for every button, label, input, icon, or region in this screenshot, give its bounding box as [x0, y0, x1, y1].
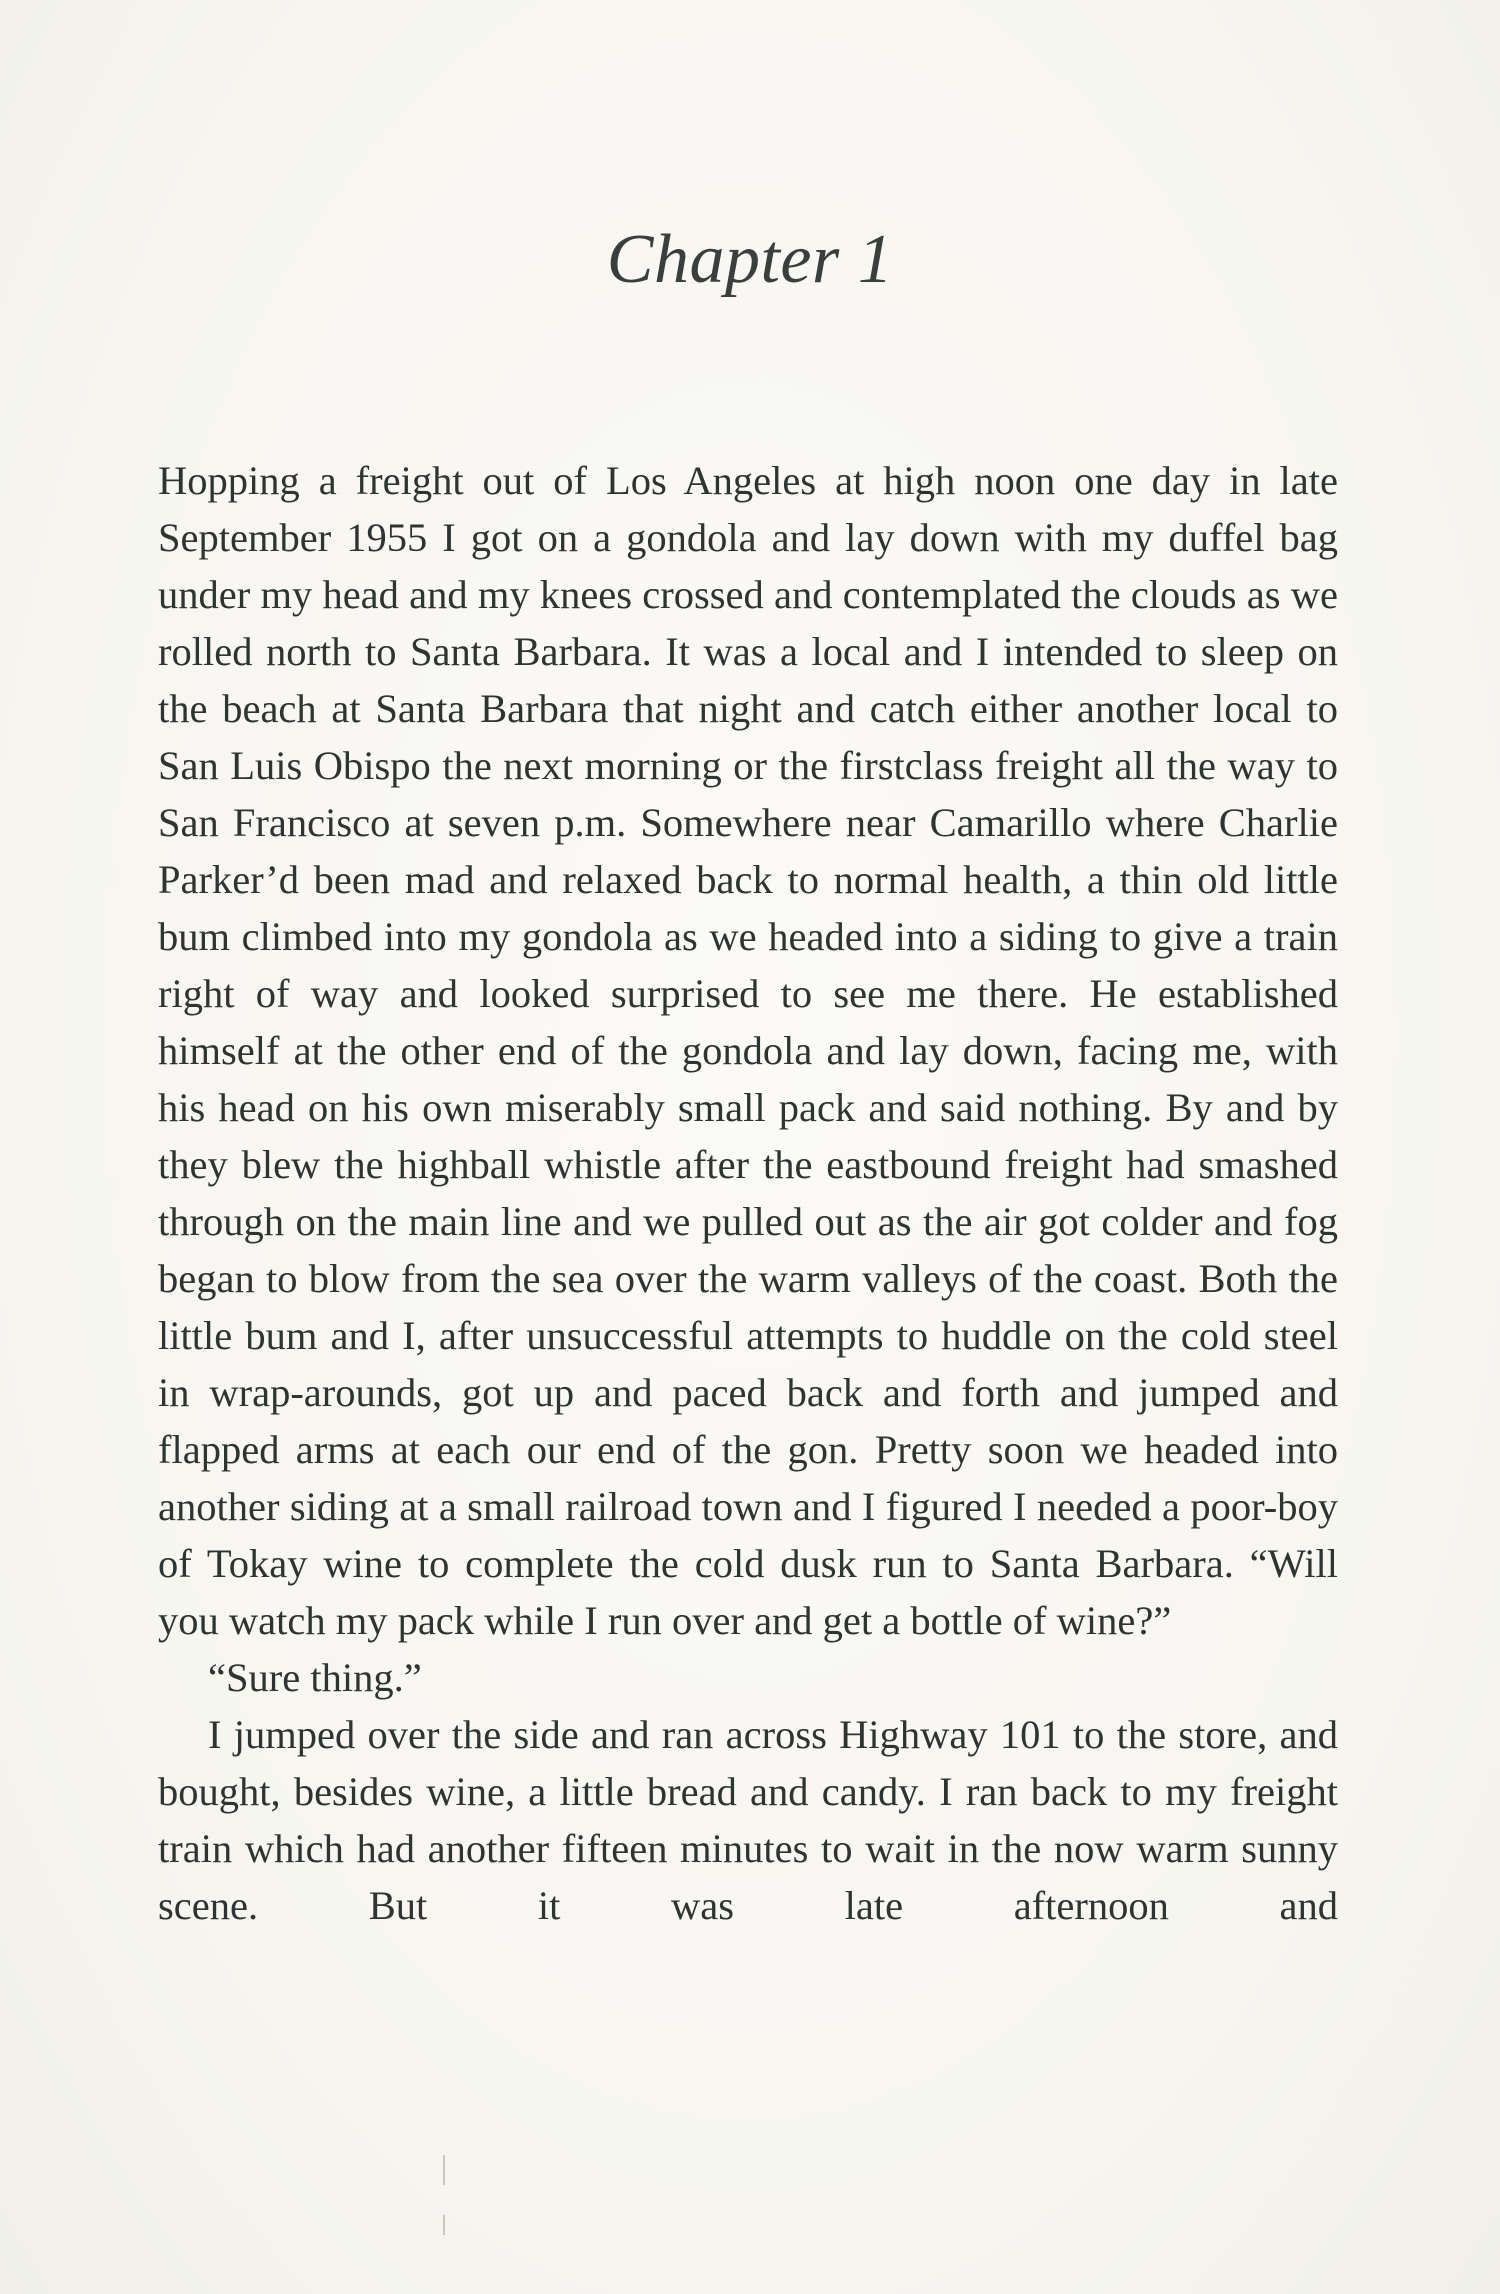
paragraph: Hopping a freight out of Los Angeles at high noon one day in late September 1955 I got on a gondola and lay down with my duffel bag under my head and my knees crossed and contemplated the clouds as we rolled north to Santa Barbara. It was a local and I intended to sleep on the beach at Santa Barbara that night and catch either another local to San Luis Obispo the next morning or the firstclass freight all the way to San Francisco at seven p.m. Somewhere near Camarillo where Charlie Parker’d been mad and relaxed back to normal health, a thin old little bum climbed into my gondola as we headed into a siding to give a train right of way and looked surprised to see me there. He established himself at the other end of the gondola and lay down, facing me, with his head on his own miserably small pack and said nothing. By and by they blew the highball whistle after the eastbound freight had smashed through on the main line and we pulled out as the air got colder and fog began to blow from the sea over the warm valleys of the coast. Both the little bum and I, after unsuccessful attempts to huddle on the cold steel in wrap-arounds, got up and paced back and forth and jumped and flapped arms at each our end of the gon. Pretty soon we headed into another siding at a small railroad town and I figured I needed a poor-boy of Tokay wine to complete the cold dusk run to Santa Barbara. “Will you watch my pack while I run over and get a bottle of wine?” — [158, 458, 1338, 1643]
scan-artifact — [443, 2215, 445, 2235]
paragraph: I jumped over the side and ran across Highway 101 to the store, and bought, besides wine, a little bread and candy. I ran back to my freight train which had another fifteen minutes to wait in the now warm sunny scene. But it was late afternoon and — [158, 1712, 1338, 1928]
paragraph: “Sure thing.” — [208, 1655, 422, 1700]
chapter-body — [158, 452, 1338, 1934]
scan-artifact — [443, 2155, 445, 2185]
chapter-title: Chapter 1 — [606, 221, 894, 298]
